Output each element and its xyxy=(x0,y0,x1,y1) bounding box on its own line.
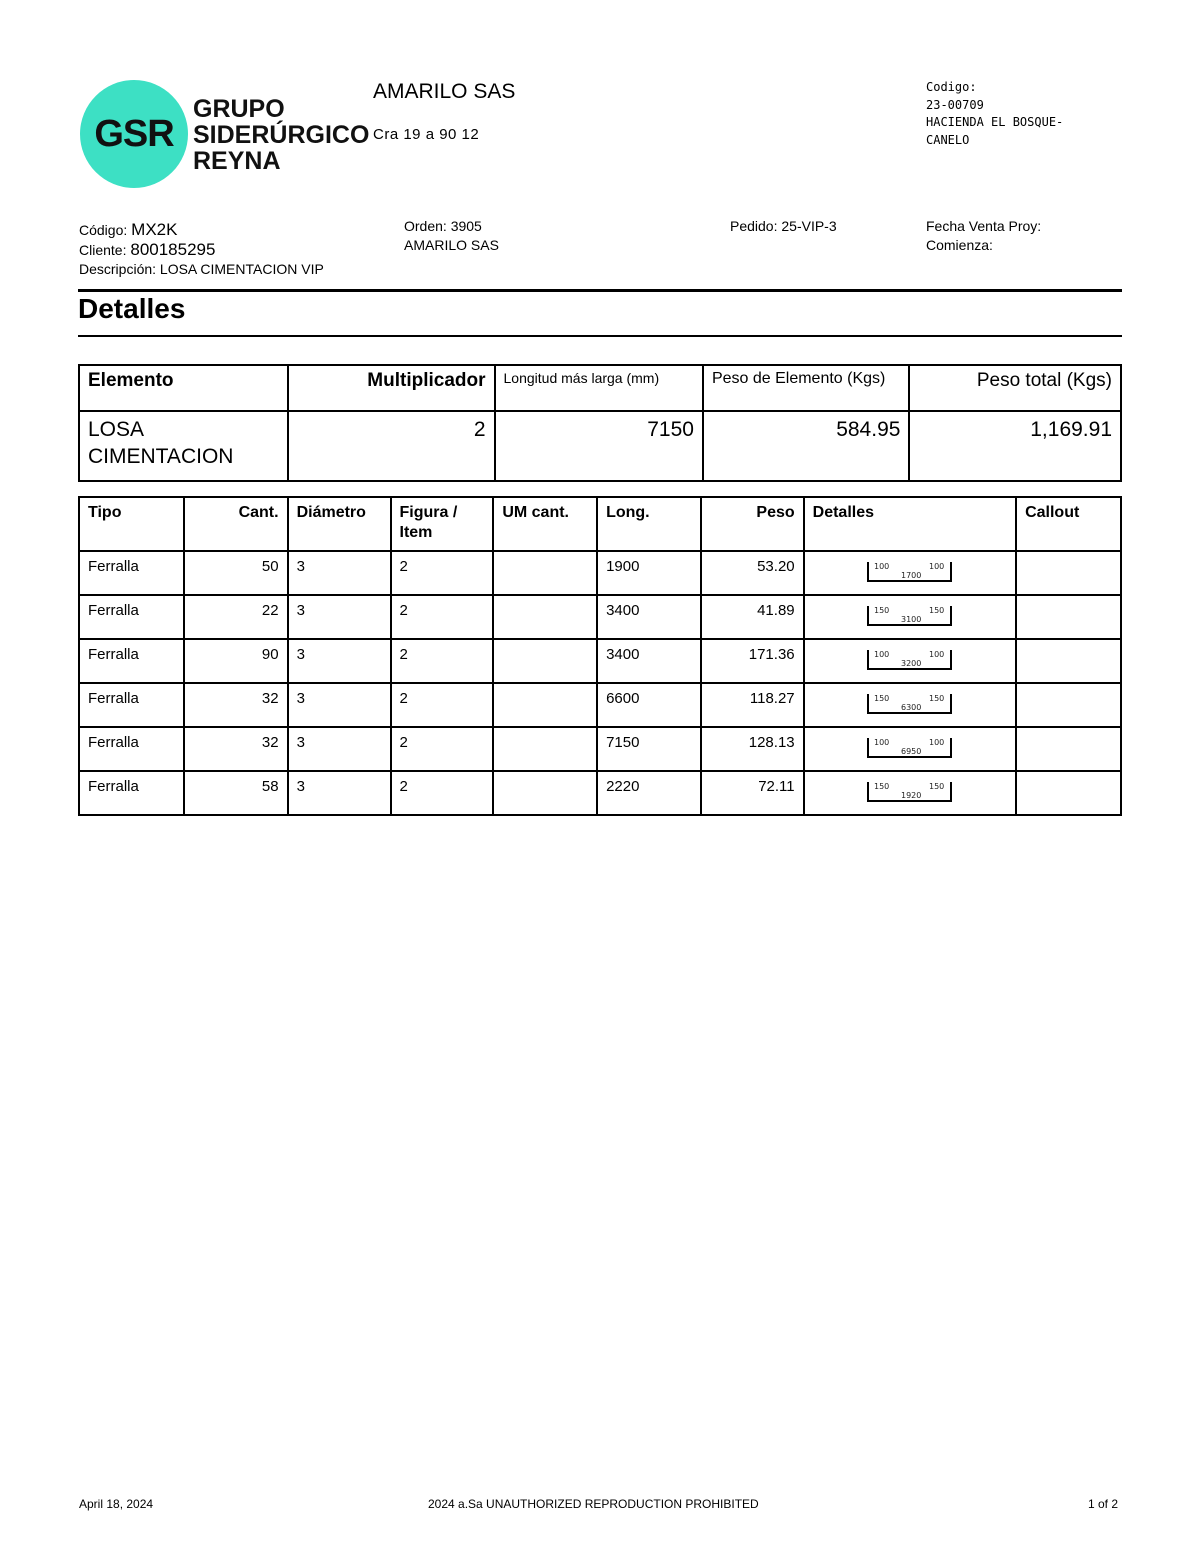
column-header: Tipo xyxy=(79,497,184,551)
codigo-value: 23-00709 xyxy=(926,97,984,112)
callout-cell xyxy=(1016,683,1121,727)
bar-shape-diagram xyxy=(865,604,955,628)
codigo-label: Codigo: xyxy=(926,80,977,94)
cant-cell: 22 xyxy=(184,595,288,639)
codigo-label: Código: xyxy=(79,222,128,238)
shape-right-leg-label: 100 xyxy=(928,650,945,659)
fecha-venta-label: Fecha Venta Proy: xyxy=(926,218,1042,234)
column-header: Peso xyxy=(701,497,804,551)
bar-shape-diagram xyxy=(865,648,955,672)
elemento-name-line: CIMENTACION xyxy=(88,445,234,468)
tipo-cell: Ferralla xyxy=(79,771,184,815)
table-row xyxy=(79,551,1121,595)
figura-cell: 2 xyxy=(391,595,494,639)
column-header: Longitud más larga (mm) xyxy=(495,365,703,411)
table-row xyxy=(79,639,1121,683)
cant-cell: 32 xyxy=(184,683,288,727)
callout-cell xyxy=(1016,639,1121,683)
column-header-line: Item xyxy=(399,524,433,541)
shape-right-leg-label: 150 xyxy=(928,606,945,615)
peso-cell: 128.13 xyxy=(701,727,804,771)
longitud-cell: 7150 xyxy=(495,411,703,481)
tipo-cell: Ferralla xyxy=(79,683,184,727)
table-row xyxy=(79,595,1121,639)
shape-left-leg-label: 150 xyxy=(873,782,890,791)
elemento-name-line: LOSA xyxy=(88,418,145,441)
peso-total-cell: 1,169.91 xyxy=(909,411,1121,481)
section-rule-top xyxy=(78,289,1122,292)
logo-line: REYNA xyxy=(193,147,281,175)
peso-cell: 171.36 xyxy=(701,639,804,683)
table-row xyxy=(79,411,1121,481)
cant-cell: 58 xyxy=(184,771,288,815)
detalles-cell xyxy=(804,771,1016,815)
callout-cell xyxy=(1016,727,1121,771)
cliente-value: 800185295 xyxy=(130,240,216,259)
detalles-cell xyxy=(804,639,1016,683)
column-header: Diámetro xyxy=(288,497,391,551)
column-header: Detalles xyxy=(804,497,1016,551)
um-cant-cell xyxy=(493,727,597,771)
column-header xyxy=(391,497,494,551)
cant-cell: 50 xyxy=(184,551,288,595)
diametro-cell: 3 xyxy=(288,551,391,595)
shape-length-label: 6950 xyxy=(900,747,922,756)
column-header: Long. xyxy=(597,497,701,551)
figura-cell: 2 xyxy=(391,551,494,595)
column-header: Callout xyxy=(1016,497,1121,551)
figura-cell: 2 xyxy=(391,639,494,683)
section-rule-bottom xyxy=(78,335,1122,337)
tipo-cell: Ferralla xyxy=(79,551,184,595)
long-cell: 6600 xyxy=(597,683,701,727)
shape-right-leg-label: 150 xyxy=(928,782,945,791)
pedido-label: Pedido: xyxy=(730,218,778,234)
um-cant-cell xyxy=(493,639,597,683)
callout-cell xyxy=(1016,551,1121,595)
column-header: Multiplicador xyxy=(288,365,495,411)
shape-length-label: 1700 xyxy=(900,571,922,580)
multiplicador-cell: 2 xyxy=(288,411,495,481)
comienza-label: Comienza: xyxy=(926,237,993,253)
shape-left-leg-label: 150 xyxy=(873,606,890,615)
figura-cell: 2 xyxy=(391,771,494,815)
bar-shape-diagram xyxy=(865,692,955,716)
project-name-line: HACIENDA EL BOSQUE- xyxy=(926,115,1064,129)
orden-label: Orden: xyxy=(404,218,447,234)
descripcion-label: Descripción: xyxy=(79,261,157,277)
um-cant-cell xyxy=(493,595,597,639)
detalles-cell xyxy=(804,551,1016,595)
diametro-cell: 3 xyxy=(288,727,391,771)
logo-wordmark xyxy=(193,96,369,174)
descripcion-value: LOSA CIMENTACION VIP xyxy=(159,261,324,277)
logo-initials: GSR xyxy=(94,112,174,155)
tipo-cell: Ferralla xyxy=(79,727,184,771)
orden-client: AMARILO SAS xyxy=(404,237,499,253)
bar-shape-diagram xyxy=(865,780,955,804)
callout-cell xyxy=(1016,595,1121,639)
footer-notice: 2024 a.Sa UNAUTHORIZED REPRODUCTION PROHIBITED xyxy=(428,1497,759,1511)
column-header-line: Figura / xyxy=(399,504,458,521)
long-cell: 3400 xyxy=(597,639,701,683)
cliente-label: Cliente: xyxy=(79,242,127,258)
long-cell: 2220 xyxy=(597,771,701,815)
info-orden xyxy=(404,217,499,255)
tipo-cell: Ferralla xyxy=(79,639,184,683)
column-header: UM cant. xyxy=(493,497,597,551)
shape-left-leg-label: 100 xyxy=(873,738,890,747)
peso-cell: 53.20 xyxy=(701,551,804,595)
shape-length-label: 1920 xyxy=(900,791,922,800)
table-row xyxy=(79,683,1121,727)
project-name-line: CANELO xyxy=(926,132,970,147)
long-cell: 7150 xyxy=(597,727,701,771)
um-cant-cell xyxy=(493,551,597,595)
info-fechas xyxy=(926,217,1041,255)
info-pedido xyxy=(730,217,837,236)
peso-elemento-cell: 584.95 xyxy=(703,411,910,481)
elemento-cell xyxy=(79,411,288,481)
shape-length-label: 3100 xyxy=(900,615,922,624)
shape-right-leg-label: 100 xyxy=(928,738,945,747)
logo-line: SIDERÚRGICO xyxy=(193,121,370,149)
bar-shape-diagram xyxy=(865,736,955,760)
column-header: Cant. xyxy=(184,497,288,551)
peso-cell: 41.89 xyxy=(701,595,804,639)
column-header: Peso total (Kgs) xyxy=(909,365,1121,411)
table-row xyxy=(79,727,1121,771)
pedido-value: 25-VIP-3 xyxy=(781,218,837,234)
um-cant-cell xyxy=(493,771,597,815)
shape-length-label: 3200 xyxy=(900,659,922,668)
info-left xyxy=(79,220,324,279)
detalles-cell xyxy=(804,595,1016,639)
section-title: Detalles xyxy=(78,293,186,324)
detalles-cell xyxy=(804,727,1016,771)
cant-cell: 90 xyxy=(184,639,288,683)
diametro-cell: 3 xyxy=(288,683,391,727)
project-code-block xyxy=(926,79,1063,149)
company-logo xyxy=(80,80,188,188)
shape-right-leg-label: 100 xyxy=(928,562,945,571)
long-cell: 1900 xyxy=(597,551,701,595)
codigo-value: MX2K xyxy=(131,220,178,239)
footer-page: 1 of 2 xyxy=(1088,1497,1119,1511)
callout-cell xyxy=(1016,771,1121,815)
logo-line: GRUPO xyxy=(193,95,285,123)
cant-cell: 32 xyxy=(184,727,288,771)
detalles-cell xyxy=(804,683,1016,727)
bar-shape-diagram xyxy=(865,560,955,584)
shape-left-leg-label: 100 xyxy=(873,562,890,571)
diametro-cell: 3 xyxy=(288,595,391,639)
shape-left-leg-label: 150 xyxy=(873,694,890,703)
shape-length-label: 6300 xyxy=(900,703,922,712)
figura-cell: 2 xyxy=(391,683,494,727)
company-address: Cra 19 a 90 12 xyxy=(373,126,480,143)
peso-cell: 72.11 xyxy=(701,771,804,815)
company-name: AMARILO SAS xyxy=(373,80,516,103)
detail-rows xyxy=(79,551,1121,815)
shape-left-leg-label: 100 xyxy=(873,650,890,659)
um-cant-cell xyxy=(493,683,597,727)
shape-right-leg-label: 150 xyxy=(928,694,945,703)
figura-cell: 2 xyxy=(391,727,494,771)
detail-table xyxy=(78,496,1122,816)
table-header-row xyxy=(79,365,1121,411)
long-cell: 3400 xyxy=(597,595,701,639)
tipo-cell: Ferralla xyxy=(79,595,184,639)
element-table xyxy=(78,364,1122,482)
table-row xyxy=(79,771,1121,815)
column-header: Elemento xyxy=(79,365,288,411)
column-header: Peso de Elemento (Kgs) xyxy=(703,365,910,411)
orden-value: 3905 xyxy=(450,218,482,234)
diametro-cell: 3 xyxy=(288,639,391,683)
table-header-row xyxy=(79,497,1121,551)
diametro-cell: 3 xyxy=(288,771,391,815)
peso-cell: 118.27 xyxy=(701,683,804,727)
footer-date: April 18, 2024 xyxy=(79,1497,154,1511)
